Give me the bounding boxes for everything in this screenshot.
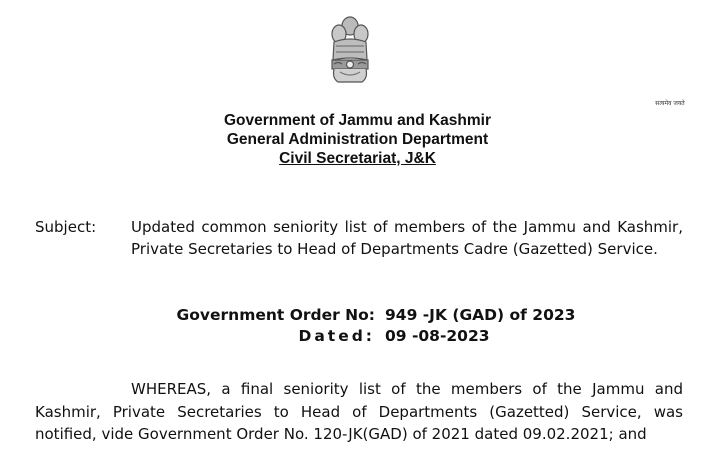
order-date-label: Dated: xyxy=(298,327,375,345)
government-name: Government of Jammu and Kashmir xyxy=(223,112,491,129)
order-number-row xyxy=(0,305,715,326)
letterhead xyxy=(0,111,715,168)
lion-capital-icon xyxy=(320,12,380,92)
order-date-value: 09 -08-2023 xyxy=(385,327,490,345)
emblem-motto: सत्यमेव जयते xyxy=(655,100,685,107)
department-name: General Administration Department xyxy=(226,131,489,148)
national-emblem xyxy=(320,12,685,107)
whereas-paragraph xyxy=(35,378,683,446)
order-number-label: Government Order No: xyxy=(176,306,375,324)
paragraph-text: WHEREAS, a final seniority list of the members of the Jammu and Kashmir, Private Secretaries to Head of Departments (Gazetted) Service, was notified, vide Government Order No. 120-JK(GAD) of 2021 dated 09.02.2021; and xyxy=(35,380,683,443)
order-number-value: 949 -JK (GAD) of 2023 xyxy=(385,306,576,324)
subject-text: Updated common seniority list of members of the Jammu and Kashmir, Private Secretaries to Head of Departments Cadre (Gazetted) Service. xyxy=(131,218,683,258)
secretariat-name: Civil Secretariat, J&K xyxy=(279,150,436,167)
subject-label: Subject: xyxy=(35,218,97,236)
order-date-row xyxy=(0,326,715,347)
